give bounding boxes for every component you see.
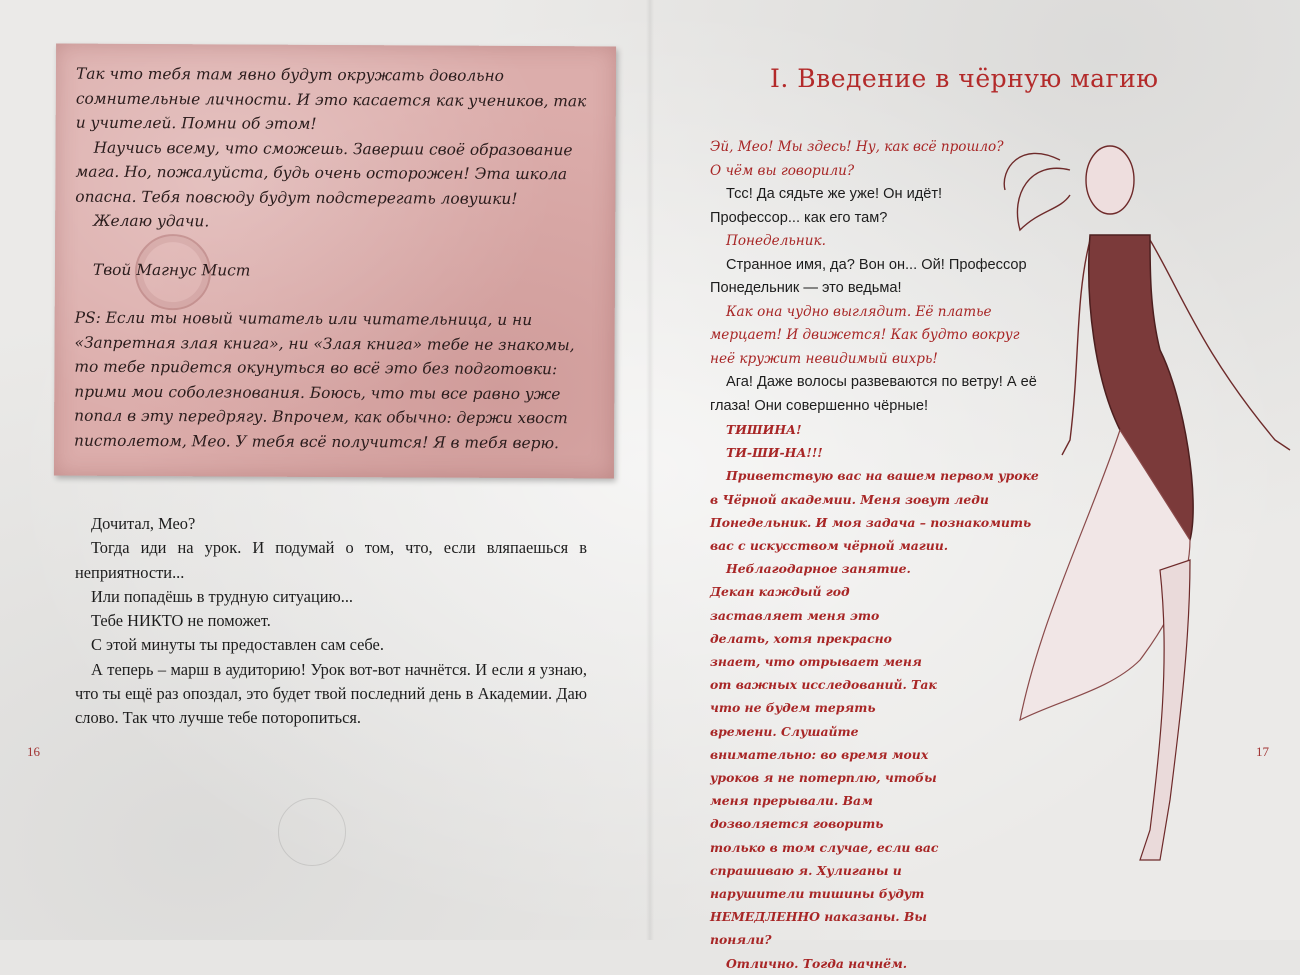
dialogue-line: Эй, Мео! Мы здесь! Ну, как всё прошло? О чём вы говорили? xyxy=(710,139,1004,179)
page-number-left: 16 xyxy=(27,744,40,759)
dialogue-line: Как она чудно выглядит. Её платье мерцает! И движется! Как будто вокруг неё кружит невидимый вихрь! xyxy=(710,303,1020,367)
dialogue-line: Ага! Даже волосы развеваются по ветру! А её глаза! Они совершенно чёрные! xyxy=(710,374,1037,414)
page-number-right: 17 xyxy=(1256,744,1269,759)
chapter-title: I. Введение в чёрную магию xyxy=(770,64,1159,93)
letter-paragraph: Научись всему, что сможешь. Заверши своё образование мага. Но, пожалуйста, будь очень осторожен! Эта школа опасна. Тебя повсюду будут подстерегать ловушки! xyxy=(75,138,573,208)
dialogue-line: Приветствую вас на вашем первом уроке в Чёрной академии. Меня зовут леди Понедельник. И моя задача – познакомить вас с искусством чёрной магии. xyxy=(710,468,1039,554)
dialogue-line: Неблагодарное занятие. Декан каждый год заставляет меня это делать, хотя прекрасно знает, что отрывает меня от важных исследований. Так что не будем терять времени. Слушайте внимательно: во время моих уроков я не потерплю, чтобы меня прерывали. Вам дозволяется говорить только в том случае, если вас спрашиваю я. Хулиганы и нарушители тишины будут НЕМЕДЛЕННО наказаны. Вы поняли? xyxy=(710,561,939,948)
left-page-body xyxy=(75,512,587,731)
book-gutter xyxy=(646,0,654,940)
body-paragraph: Тебе НИКТО не поможет. xyxy=(91,611,271,631)
letter-signature: Твой Магнус Мист xyxy=(92,260,251,280)
letter-card xyxy=(54,44,616,479)
dialogue-line: ТИШИНА! xyxy=(726,422,802,437)
dialogue-line: Тсс! Да сядьте же уже! Он идёт! Профессор... как его там? xyxy=(710,186,943,226)
letter-paragraph: Желаю удачи. xyxy=(93,211,210,231)
body-paragraph: Или попадёшь в трудную ситуацию... xyxy=(91,586,354,606)
dialogue-line: Отлично. Тогда начнём. xyxy=(726,955,908,971)
body-paragraph: Дочитал, Мео? xyxy=(91,514,196,533)
letter-postscript: PS: Если ты новый читатель или читательница, и ни «Запретная злая книга», ни «Злая книга» тебе не знакомы, то тебе придется окунуться во всё это без подготовки: прими мои соболезнования. Боюсь, что ты все равно уже попал в эту передрягу. Впрочем, как обычно: держи хвост пистолетом, Мео. У тебя всё получится! Я в тебя верю. xyxy=(74,308,575,452)
letter-text xyxy=(74,62,596,456)
letter-paragraph: Так что тебя там явно будут окружать довольно сомнительные личности. И это касается как учеников, так и учителей. Помни об этом! xyxy=(75,64,587,133)
body-paragraph: Тогда иди на урок. И подумай о том, что, если вляпаешься в неприятности... xyxy=(75,538,587,582)
dialogue-line: Странное имя, да? Вон он... Ой! Профессор Понедельник — это ведьма! xyxy=(710,256,1027,296)
body-paragraph: С этой минуты ты предоставлен сам себе. xyxy=(91,635,384,655)
body-paragraph: А теперь – марш в аудиторию! Урок вот-вот начнётся. И если я узнаю, что ты ещё раз опоздал, это будет твой последний день в Академии. Даю слово. Так что лучше тебе поторопиться. xyxy=(75,659,587,728)
emblem-watermark-icon xyxy=(278,798,346,866)
right-page-body xyxy=(710,136,1115,975)
dialogue-line: Понедельник. xyxy=(726,233,826,249)
dialogue-line: ТИ-ШИ-НА!!! xyxy=(726,445,823,461)
